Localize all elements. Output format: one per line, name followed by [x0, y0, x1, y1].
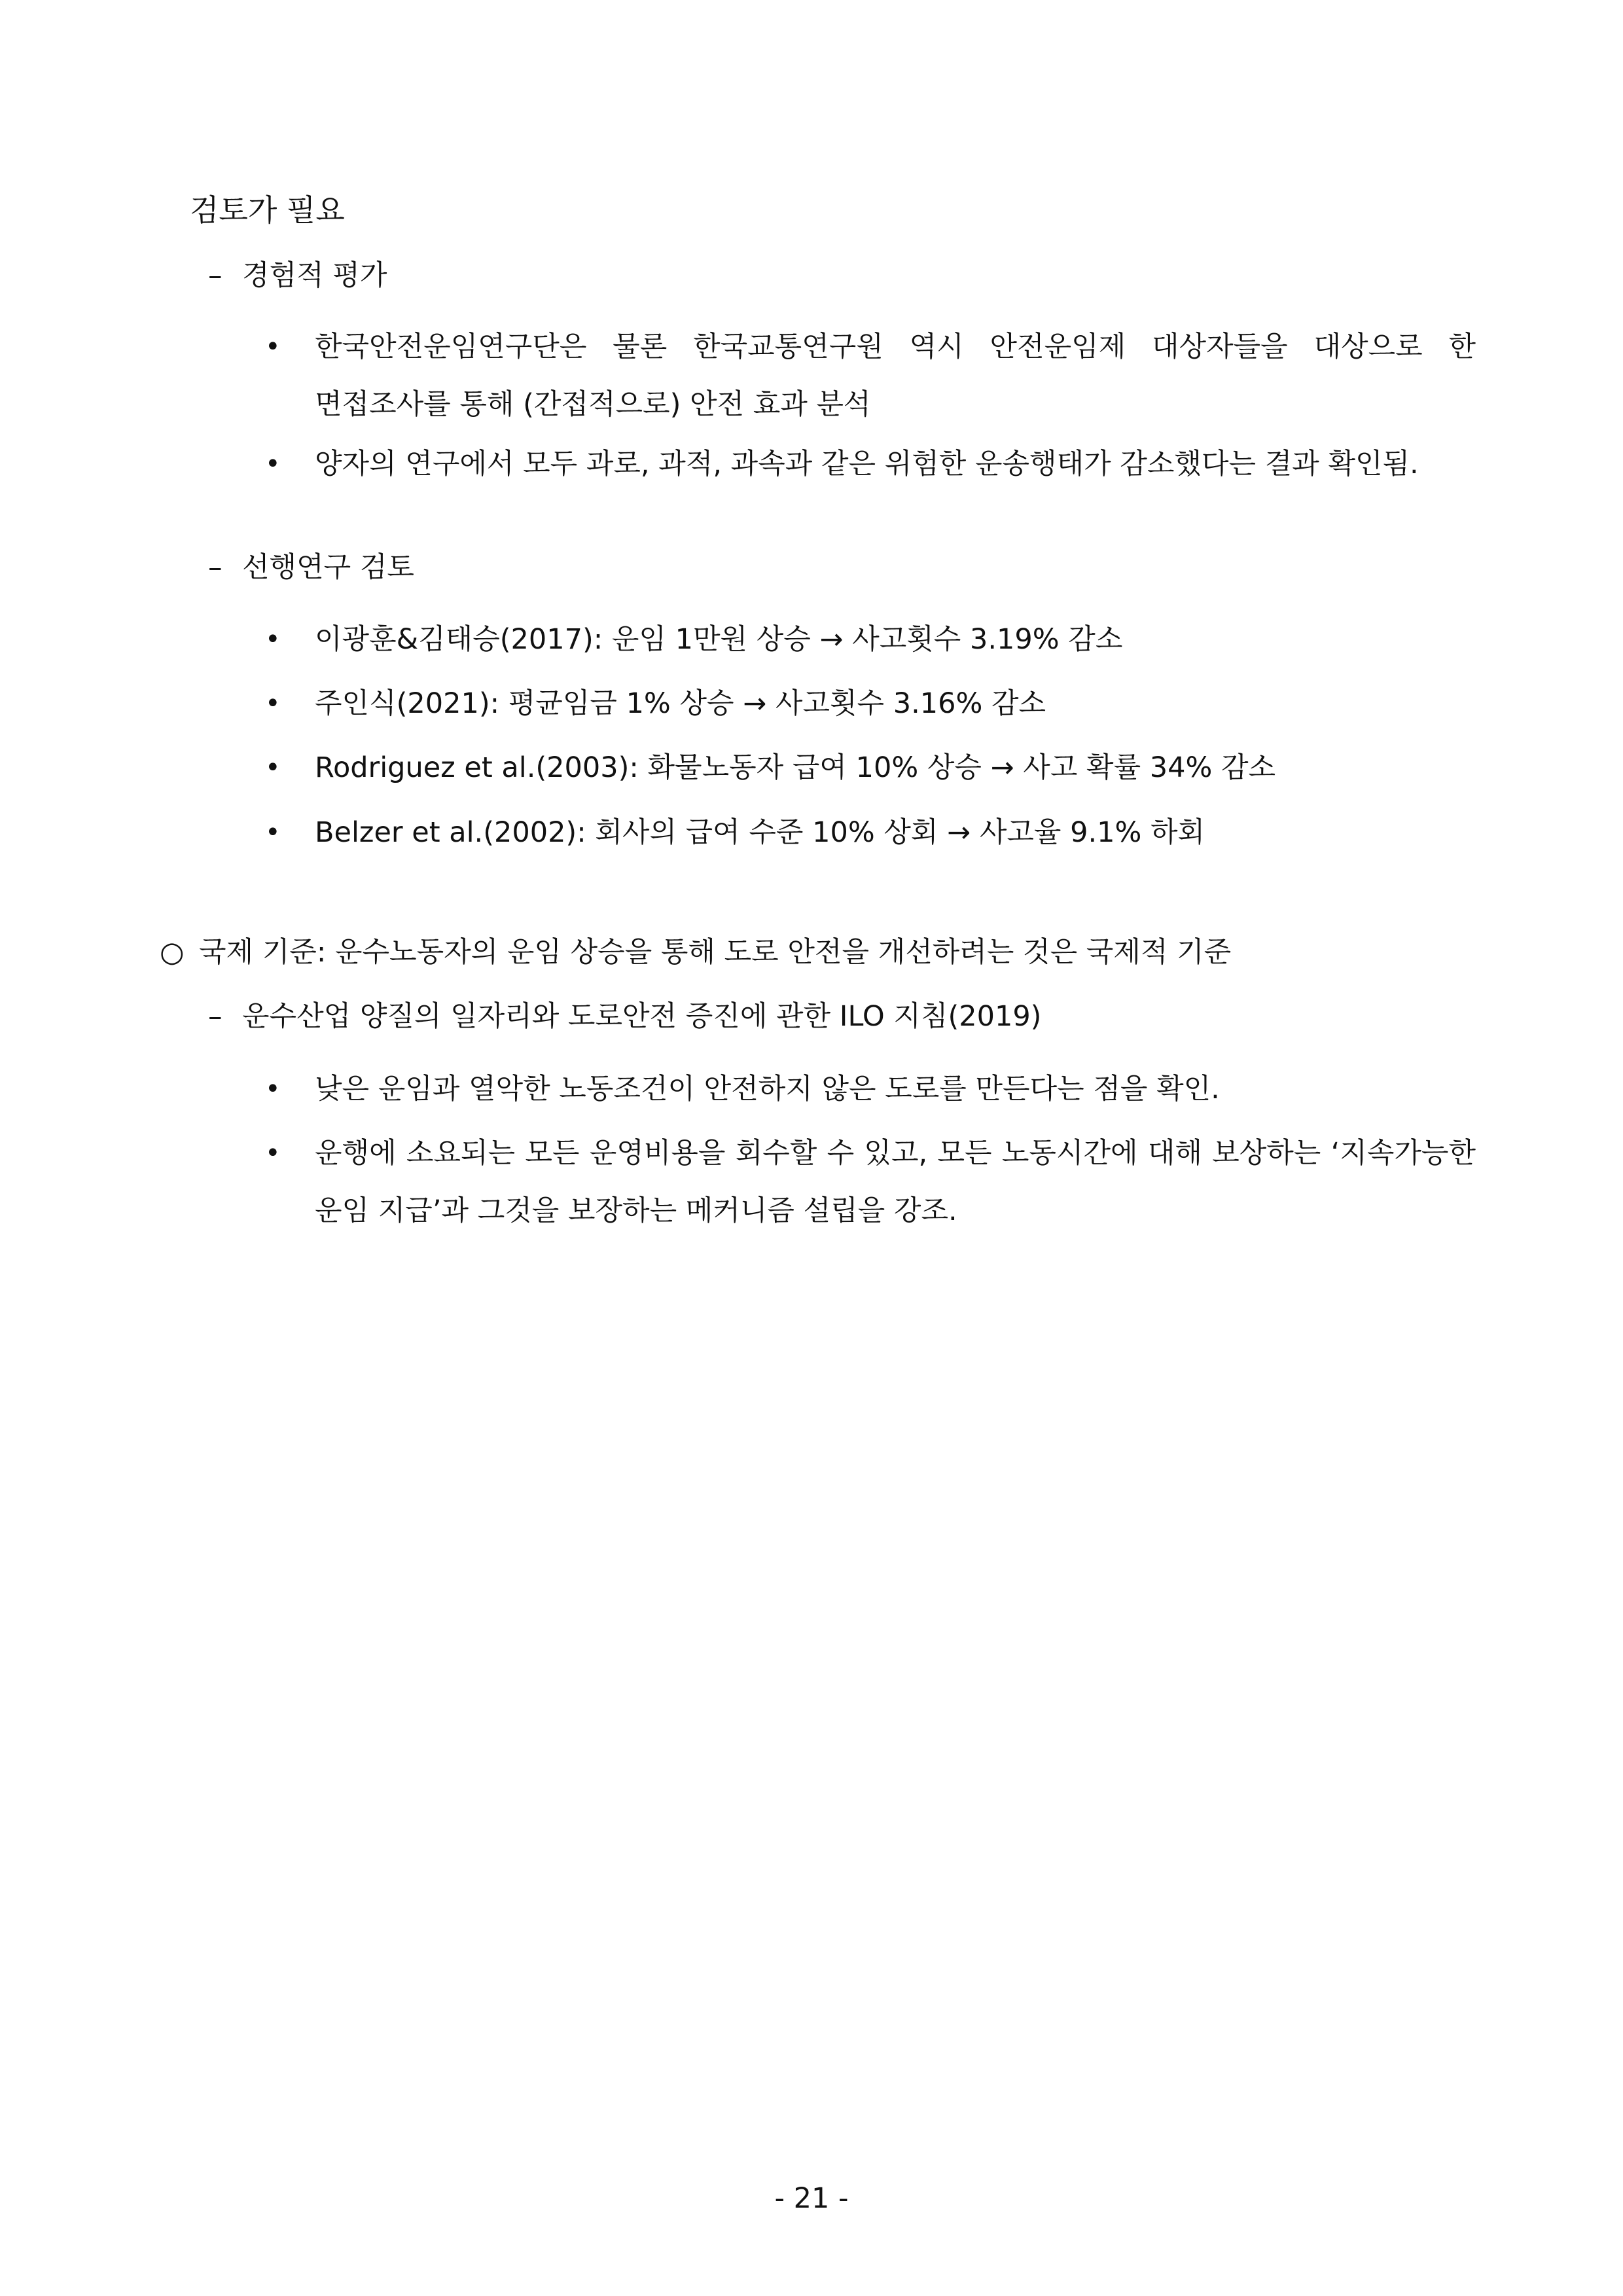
bullet-item	[265, 611, 1476, 668]
bullet-marker: •	[265, 689, 281, 719]
subheading-ilo-guideline	[208, 997, 1041, 1035]
bullet-marker: •	[265, 332, 281, 362]
bullet-item	[265, 435, 1476, 493]
subheading-empirical-evaluation	[208, 257, 387, 295]
dash-marker: –	[208, 1000, 223, 1033]
bullet-item	[265, 318, 1476, 433]
bullet-text: 주인식(2021): 평균임금 1% 상승 → 사고횟수 3.16% 감소	[315, 687, 1046, 720]
subheading-prior-research	[208, 548, 414, 586]
dash-marker: –	[208, 259, 223, 292]
bullet-marker: •	[265, 624, 281, 655]
page-number: - 21 -	[774, 2182, 849, 2215]
dash-marker: –	[208, 551, 223, 584]
circle-item-international-standard	[160, 933, 1231, 971]
bullet-text: 한국안전운임연구단은 물론 한국교통연구원 역시 안전운임제 대상자들을 대상으로 한 면접조사를 통해 (간접적으로) 안전 효과 분석	[315, 331, 1476, 421]
bullet-item	[265, 1060, 1476, 1118]
bullet-marker: •	[265, 449, 281, 479]
bullet-text: 낮은 운임과 열악한 노동조건이 안전하지 않은 도로를 만든다는 점을 확인.	[315, 1073, 1220, 1105]
bullet-item	[265, 804, 1476, 861]
bullet-text: Rodriguez et al.(2003): 화물노동자 급여 10% 상승 → 사고 확률 34% 감소	[315, 751, 1276, 784]
subheading-text: 선행연구 검토	[242, 551, 414, 584]
bullet-item	[265, 675, 1476, 732]
bullet-text: Belzer et al.(2002): 회사의 급여 수준 10% 상회 → 사고율 9.1% 하회	[315, 816, 1205, 849]
bullet-item	[265, 739, 1476, 797]
bullet-text: 이광훈&김태승(2017): 운임 1만원 상승 → 사고횟수 3.19% 감소	[315, 623, 1123, 656]
bullet-marker: •	[265, 1138, 281, 1168]
bullet-marker: •	[265, 817, 281, 848]
bullet-marker: •	[265, 753, 281, 783]
bullet-text: 양자의 연구에서 모두 과로, 과적, 과속과 같은 위험한 운송행태가 감소했다는 결과 확인됨.	[315, 448, 1419, 480]
bullet-text: 운행에 소요되는 모든 운영비용을 회수할 수 있고, 모든 노동시간에 대해 보상하는 ‘지속가능한 운임 지급’과 그것을 보장하는 메커니즘 설립을 강조.	[315, 1137, 1476, 1227]
circle-item-text: 국제 기준: 운수노동자의 운임 상승을 통해 도로 안전을 개선하려는 것은 국제적 기준	[199, 936, 1232, 969]
bullet-marker: •	[265, 1074, 281, 1104]
subheading-text: 운수산업 양질의 일자리와 도로안전 증진에 관한 ILO 지침(2019)	[242, 1000, 1042, 1033]
subheading-text: 경험적 평가	[242, 259, 387, 292]
bullet-item	[265, 1124, 1476, 1240]
circle-marker: ○	[160, 936, 185, 969]
continued-heading: 검토가 필요	[190, 192, 345, 228]
